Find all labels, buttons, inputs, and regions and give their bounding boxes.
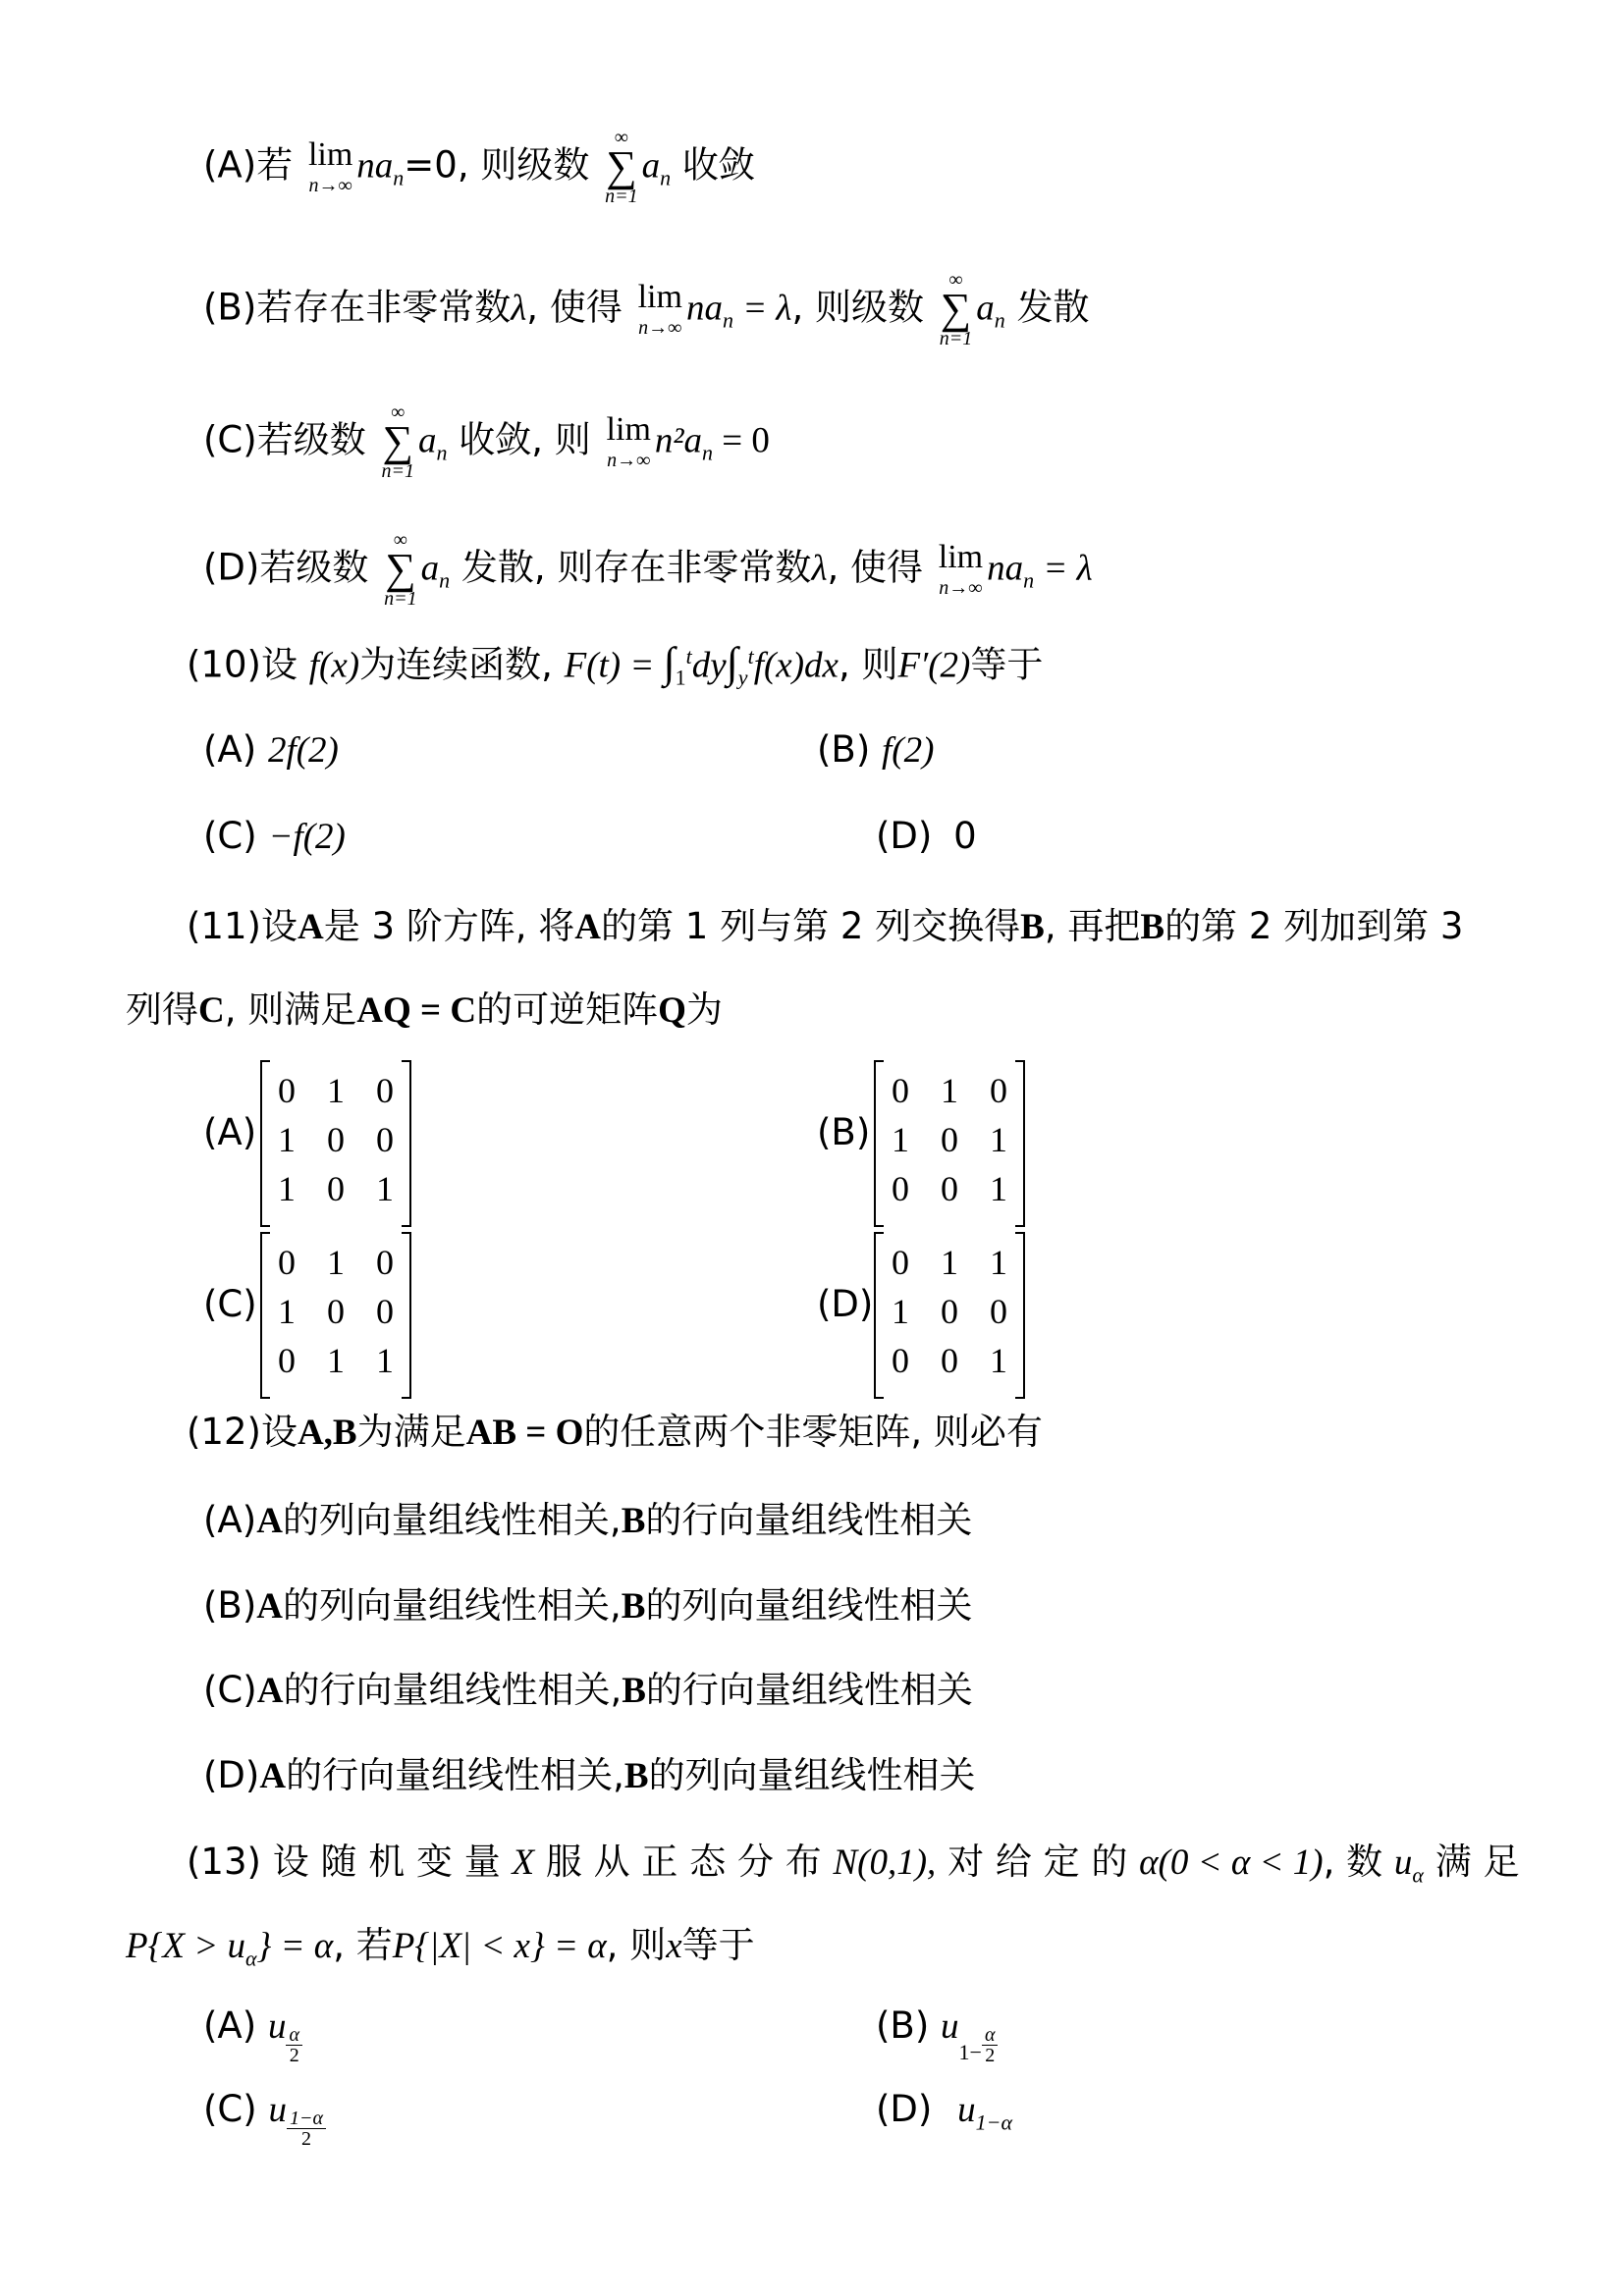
math-sub: 1−α bbox=[975, 2109, 1013, 2135]
q11-matrix-d bbox=[874, 1232, 1025, 1399]
text: 设 随 机 变 量 bbox=[272, 1841, 501, 1883]
math-integrand: f(x)dx bbox=[753, 645, 839, 686]
limit: lim n→∞ bbox=[637, 278, 682, 339]
matrix-row: 0 1 1 bbox=[892, 1243, 1007, 1282]
integral-sign: ∫ bbox=[726, 638, 738, 687]
option-label: (C) bbox=[203, 2088, 257, 2130]
q11-option-c-label: (C) bbox=[203, 1283, 257, 1325]
math-fx: f(x) bbox=[308, 645, 360, 686]
matrix-name: A bbox=[574, 907, 602, 947]
q11-stem-line1 bbox=[187, 903, 1463, 951]
q11-stem-line2 bbox=[126, 987, 723, 1035]
text: 设 bbox=[260, 905, 298, 947]
question-number: (13) bbox=[187, 1841, 261, 1883]
q12-option-a bbox=[203, 1497, 972, 1545]
text: , 若 bbox=[333, 1924, 393, 1966]
matrix-row: 0 1 0 bbox=[278, 1243, 394, 1282]
text: 列得 bbox=[126, 988, 198, 1031]
option-label: (B) bbox=[203, 286, 257, 329]
math-x: x bbox=[666, 1926, 682, 1966]
fraction-subscript: $\frac{\alpha}{2}$ bbox=[982, 2025, 999, 2065]
math-alpha-range: α(0 < α < 1) bbox=[1139, 1842, 1324, 1883]
matrix-name: B bbox=[622, 1671, 646, 1711]
option-label: (A) bbox=[203, 2004, 257, 2047]
option-value: −f(2) bbox=[268, 817, 346, 857]
text: 是 3 阶方阵, 将 bbox=[323, 905, 575, 947]
math-sub: n bbox=[660, 165, 672, 190]
math-term: a bbox=[417, 420, 437, 461]
text: 设 bbox=[260, 1411, 298, 1453]
option-label: (D) bbox=[203, 546, 260, 589]
text: 若 bbox=[256, 143, 294, 187]
matrix-name: C bbox=[198, 990, 225, 1031]
matrix-row: 1 0 1 bbox=[278, 1169, 394, 1208]
text: 为 bbox=[685, 988, 723, 1031]
matrix-row: 0 1 0 bbox=[892, 1071, 1007, 1110]
q12-option-b bbox=[203, 1582, 972, 1630]
math-sub: n bbox=[439, 567, 451, 593]
math-dy: dy bbox=[691, 645, 727, 686]
matrix-name: A bbox=[256, 1671, 284, 1711]
text: 收敛 bbox=[681, 143, 755, 187]
text: 发散, 则存在非零常数 bbox=[460, 546, 812, 589]
option-label: (D) bbox=[876, 2088, 933, 2130]
q9-option-d bbox=[203, 530, 1093, 609]
text: , 数 bbox=[1323, 1841, 1383, 1883]
matrix-name: B bbox=[621, 1586, 646, 1627]
summation: ∞ ∑ n=1 bbox=[939, 269, 973, 349]
option-label: (C) bbox=[203, 815, 257, 857]
math-dist: N(0,1), bbox=[833, 1842, 937, 1883]
text: , 使得 bbox=[526, 286, 623, 329]
q13-option-c bbox=[203, 2086, 326, 2149]
math-term: a bbox=[976, 288, 995, 329]
math-var: X bbox=[512, 1842, 535, 1883]
text: 若存在非零常数 bbox=[256, 286, 512, 329]
q9-option-c bbox=[203, 402, 770, 481]
matrix-name: A bbox=[297, 907, 324, 947]
math-expr: na bbox=[356, 145, 394, 187]
summation: ∞ ∑ n=1 bbox=[605, 127, 638, 207]
text: 收敛, 则 bbox=[459, 418, 591, 461]
q9-option-a bbox=[203, 128, 755, 206]
matrix-name: B bbox=[1020, 907, 1045, 947]
q11-matrix-c bbox=[260, 1232, 411, 1399]
option-label: (B) bbox=[203, 1584, 257, 1627]
int-upper: t bbox=[747, 644, 754, 668]
option-label: (C) bbox=[203, 1669, 257, 1711]
text: 发散 bbox=[1016, 286, 1090, 329]
math-sub: α bbox=[244, 1946, 257, 1971]
text: , 再把 bbox=[1044, 905, 1141, 947]
q13-stem-line1 bbox=[187, 1839, 1519, 1898]
matrix-row: 0 1 1 bbox=[278, 1341, 394, 1380]
q11-option-b-label: (B) bbox=[817, 1111, 871, 1153]
math-eq: = λ bbox=[732, 288, 792, 329]
math-term: a bbox=[420, 548, 440, 589]
text: 等于 bbox=[970, 643, 1044, 686]
text: 的任意两个非零矩阵, 则必有 bbox=[583, 1411, 1043, 1453]
text: 对 给 定 的 bbox=[947, 1841, 1128, 1883]
fraction-subscript: $\frac{1-\alpha}{2}$ bbox=[287, 2109, 326, 2149]
text: 的行向量组线性相关 bbox=[645, 1499, 973, 1541]
math-prob-end: } = α bbox=[256, 1926, 334, 1966]
matrix-row: 0 1 0 bbox=[278, 1071, 394, 1110]
math-u: u bbox=[941, 2006, 959, 2047]
matrix-name: B bbox=[621, 1501, 646, 1541]
math-sub: n bbox=[436, 440, 448, 465]
option-value: 2f(2) bbox=[267, 730, 339, 771]
matrix-row: 0 0 1 bbox=[892, 1341, 1007, 1380]
limit: lim n→∞ bbox=[606, 410, 651, 471]
option-label: (A) bbox=[203, 728, 257, 771]
text: 满 足 bbox=[1435, 1841, 1520, 1883]
limit: lim n→∞ bbox=[307, 135, 353, 196]
q13-option-a bbox=[203, 2002, 302, 2065]
option-label: (C) bbox=[203, 418, 257, 461]
q10-option-d bbox=[876, 813, 977, 860]
q11-matrix-a bbox=[260, 1060, 411, 1227]
text: , 则 bbox=[838, 643, 898, 686]
math-sub: n bbox=[701, 440, 713, 465]
math-expr: na bbox=[685, 288, 723, 329]
option-label: (D) bbox=[876, 815, 933, 857]
option-value: 0 bbox=[953, 815, 977, 857]
math-eq: = λ bbox=[1034, 548, 1093, 589]
text: 的第 1 列与第 2 列交换得 bbox=[601, 905, 1021, 947]
text: , 则 bbox=[606, 1924, 667, 1966]
math-lambda: λ bbox=[811, 548, 828, 589]
matrix-name: A bbox=[256, 1501, 283, 1541]
limit: lim n→∞ bbox=[938, 538, 984, 599]
q10-option-b bbox=[817, 726, 934, 774]
q12-option-d bbox=[203, 1752, 976, 1800]
text: 设 bbox=[260, 643, 298, 686]
text: 服 从 正 态 分 布 bbox=[545, 1841, 822, 1883]
text: 的列向量组线性相关 bbox=[645, 1584, 973, 1627]
math-u: u bbox=[267, 2006, 287, 2047]
math-u: u bbox=[1393, 1842, 1413, 1883]
text: =0, 则级数 bbox=[404, 143, 590, 187]
matrix-name: A bbox=[256, 1586, 283, 1627]
text: 若级数 bbox=[256, 418, 366, 461]
text: 若级数 bbox=[259, 546, 369, 589]
text: 等于 bbox=[681, 1924, 755, 1966]
text: 的行向量组线性相关 bbox=[645, 1669, 973, 1711]
matrix-equation: AQ = C bbox=[356, 990, 477, 1031]
text: 的可逆矩阵 bbox=[476, 988, 659, 1031]
q10-stem bbox=[187, 633, 1043, 702]
math-prob: P{X > u bbox=[126, 1926, 245, 1966]
q11-option-d-label: (D) bbox=[817, 1283, 874, 1325]
option-label: (A) bbox=[203, 1499, 257, 1541]
text: , 则满足 bbox=[224, 988, 357, 1031]
text: 的列向量组线性相关, bbox=[282, 1499, 622, 1541]
question-number: (11) bbox=[187, 905, 261, 947]
option-value: f(2) bbox=[882, 730, 935, 771]
q13-option-d bbox=[876, 2086, 1012, 2146]
int-lower: y bbox=[737, 665, 748, 690]
matrix-names: A,B bbox=[297, 1413, 357, 1453]
summation: ∞ ∑ n=1 bbox=[381, 401, 414, 482]
q9-option-b bbox=[203, 270, 1090, 348]
math-term: a bbox=[641, 145, 661, 187]
q13-stem-line2 bbox=[126, 1922, 755, 1982]
math-lambda: λ bbox=[511, 288, 527, 329]
option-label: (B) bbox=[817, 728, 871, 771]
q11-option-a-label: (A) bbox=[203, 1111, 257, 1153]
text: , 则级数 bbox=[791, 286, 924, 329]
matrix-row: 1 0 0 bbox=[278, 1292, 394, 1331]
int-lower: 1 bbox=[675, 665, 686, 690]
summation: ∞ ∑ n=1 bbox=[384, 529, 417, 610]
integral-sign: ∫ bbox=[663, 638, 676, 687]
math-lhs: F(t) = bbox=[564, 645, 664, 686]
text: 的行向量组线性相关, bbox=[286, 1754, 624, 1796]
matrix-row: 0 0 1 bbox=[892, 1169, 1007, 1208]
math-prob2: P{|X| < x} = α bbox=[392, 1926, 607, 1966]
text: 的列向量组线性相关, bbox=[283, 1584, 622, 1627]
math-expr: na bbox=[987, 548, 1024, 589]
q12-option-c bbox=[203, 1667, 973, 1715]
text: 的列向量组线性相关 bbox=[648, 1754, 976, 1796]
matrix-name: B bbox=[1140, 907, 1165, 947]
text: 的第 2 列加到第 3 bbox=[1164, 905, 1464, 947]
matrix-row: 1 0 1 bbox=[892, 1120, 1007, 1159]
subscript-prefix: 1− bbox=[958, 2040, 982, 2064]
math-eq: = 0 bbox=[712, 420, 770, 461]
matrix-name: A bbox=[259, 1756, 287, 1796]
text: 的行向量组线性相关, bbox=[283, 1669, 623, 1711]
matrix-name: Q bbox=[658, 990, 686, 1031]
question-number: (12) bbox=[187, 1411, 261, 1453]
math-sub: n bbox=[1023, 567, 1035, 593]
math-sub: n bbox=[994, 307, 1005, 333]
matrix-row: 1 0 0 bbox=[278, 1120, 394, 1159]
math-expr: n²a bbox=[654, 420, 702, 461]
math-sub: α bbox=[1412, 1862, 1424, 1888]
math-fprime: F′(2) bbox=[897, 645, 971, 686]
q13-option-b bbox=[876, 2002, 998, 2076]
fraction-subscript: $\frac{\alpha}{2}$ bbox=[286, 2025, 302, 2065]
option-label: (A) bbox=[203, 143, 257, 187]
matrix-equation: AB = O bbox=[465, 1413, 584, 1453]
option-label: (D) bbox=[203, 1754, 260, 1796]
text: 为连续函数, bbox=[359, 643, 553, 686]
text: 为满足 bbox=[356, 1411, 466, 1453]
q10-option-c bbox=[203, 813, 346, 861]
question-number: (10) bbox=[187, 643, 261, 686]
q12-stem bbox=[187, 1409, 1043, 1457]
matrix-row: 1 0 0 bbox=[892, 1292, 1007, 1331]
math-u: u bbox=[957, 2090, 976, 2130]
matrix-name: B bbox=[623, 1756, 649, 1796]
int-upper: t bbox=[685, 644, 692, 668]
q11-matrix-b bbox=[874, 1060, 1025, 1227]
math-u: u bbox=[268, 2090, 287, 2130]
option-label: (B) bbox=[876, 2004, 930, 2047]
math-sub: n bbox=[393, 165, 405, 190]
math-sub: n bbox=[722, 307, 733, 333]
text: , 使得 bbox=[827, 546, 923, 589]
q10-option-a bbox=[203, 726, 339, 774]
